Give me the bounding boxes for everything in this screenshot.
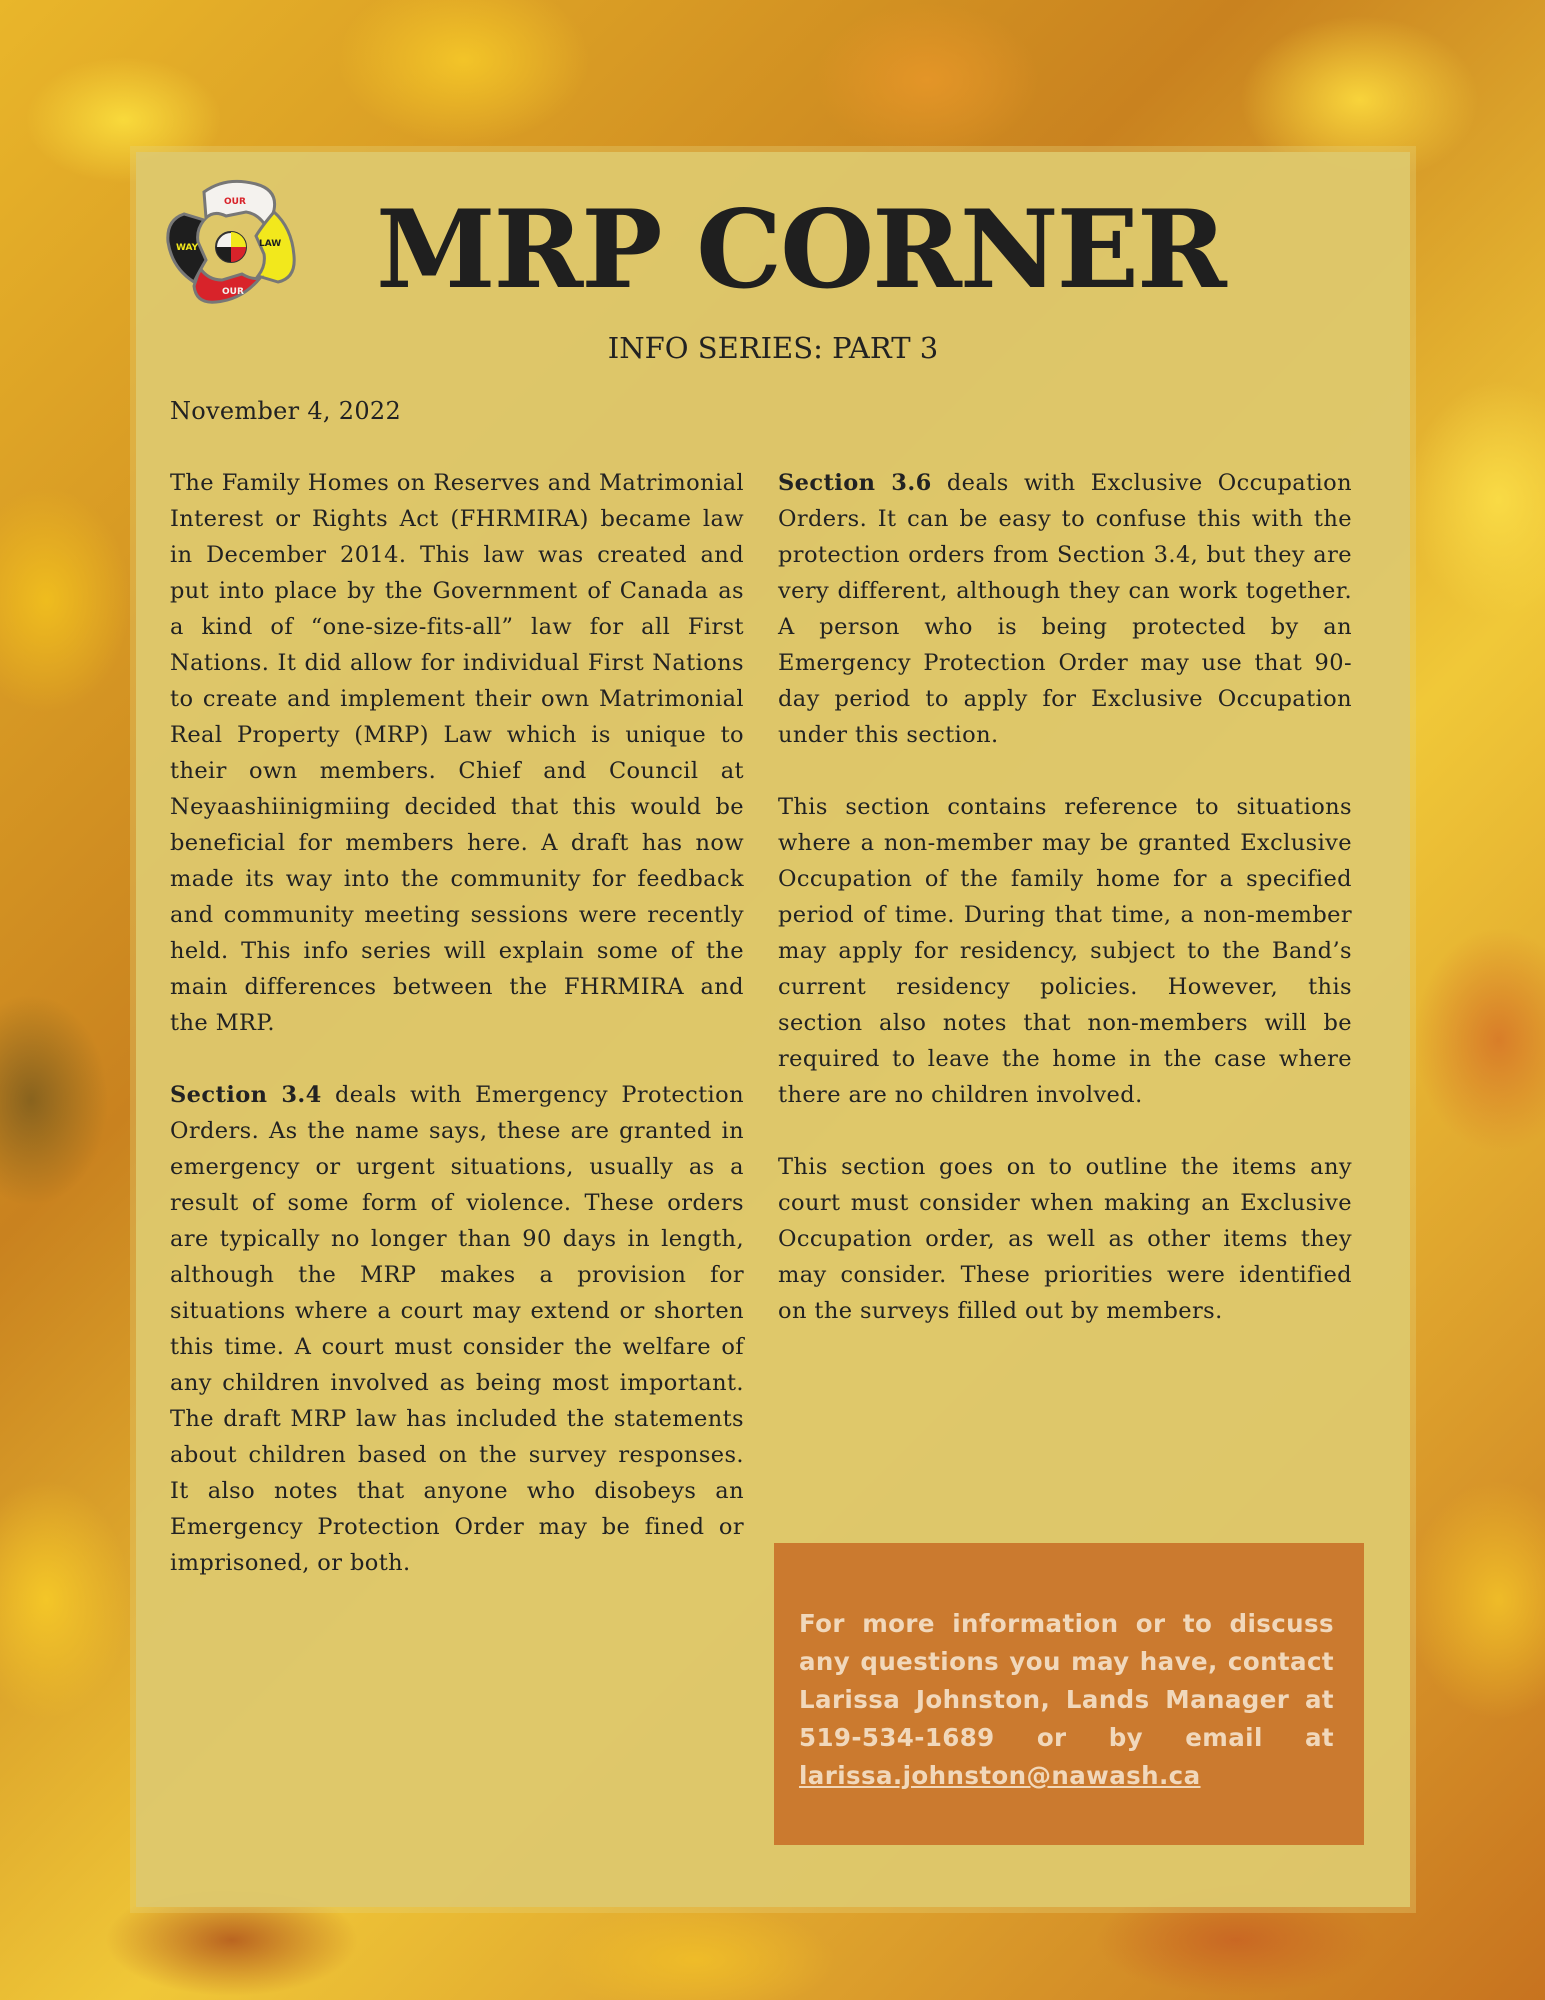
section-3-6-heading: Section 3.6 bbox=[778, 470, 932, 496]
section-3-4-body: deals with Emergency Protection Orders. As the name says, these are granted in emergency or urgent situations, usually as a result of some form of violence. These orders are typically no longer than 90 days in length, although the MRP makes a provision for situations where a court may extend or shorten this time. A court must consider the welfare of any children involved as being most important. The draft MRP law has included the statements about children based on the survey responses. It also notes that anyone who disobeys an Emergency Protection Order may be fined or imprisoned, or both. bbox=[170, 1082, 744, 1576]
logo-text-bottom: OUR bbox=[222, 287, 244, 297]
court-considerations-paragraph: This section goes on to outline the items any court must consider when making an Exclusive Occupation order, as well as other items they may consider. These priorities were identified on the surveys filled out by members. bbox=[778, 1154, 1352, 1324]
publication-date: November 4, 2022 bbox=[170, 397, 402, 425]
four-hands-logo-icon bbox=[156, 170, 306, 320]
intro-paragraph: The Family Homes on Reserves and Matrimonial Interest or Rights Act (FHRMIRA) became law in December 2014. This law was created and put into place by the Government of Canada as a kind of “one-size-fits-all” law for all First Nations. It did allow for individual First Nations to create and implement their own Matrimonial Real Property (MRP) Law which is unique to their own members. Chief and Council at Neyaashiinigmiing decided that this would be beneficial for members here. A draft has now made its way into the community for feedback and community meeting sessions were recently held. This info series will explain some of the main differences between the FHRMIRA and the MRP. bbox=[170, 470, 744, 1036]
mrp-logo bbox=[156, 170, 306, 320]
contact-box bbox=[774, 1543, 1364, 1845]
section-3-6-body: deals with Exclusive Occupation Orders. It can be easy to confuse this with the protection orders from Section 3.4, but they are very different, although they can work together. A person who is being protected by an Emergency Protection Order may use that 90-day period to apply for Exclusive Occupation under this section. bbox=[778, 470, 1352, 748]
left-column bbox=[170, 465, 744, 1617]
section-3-4-paragraph bbox=[170, 1077, 744, 1581]
contact-email-link[interactable]: larissa.johnston@nawash.ca bbox=[799, 1761, 1201, 1790]
non-member-paragraph: This section contains reference to situations where a non-member may be granted Exclusive Occupation of the family home for a specified period of time. During that time, a non-member may apply for residency, subject to the Band’s current residency policies. However, this section also notes that non-members will be required to leave the home in the case where there are no children involved. bbox=[778, 794, 1352, 1108]
section-3-4-heading: Section 3.4 bbox=[170, 1082, 322, 1108]
logo-text-top: OUR bbox=[224, 197, 246, 207]
page-subtitle: INFO SERIES: PART 3 bbox=[607, 331, 939, 365]
contact-text bbox=[799, 1605, 1334, 1795]
right-column bbox=[778, 465, 1352, 1365]
section-3-6-paragraph bbox=[778, 465, 1352, 753]
contact-message: For more information or to discuss any questions you may have, contact Larissa Johnston, Lands Manager at 519-534-1689 or by email at bbox=[799, 1609, 1334, 1752]
logo-text-right: LAW bbox=[259, 239, 282, 249]
newsletter-panel bbox=[136, 152, 1410, 1907]
page-title: MRP CORNER bbox=[376, 187, 1225, 313]
logo-text-left: WAY bbox=[176, 243, 199, 253]
